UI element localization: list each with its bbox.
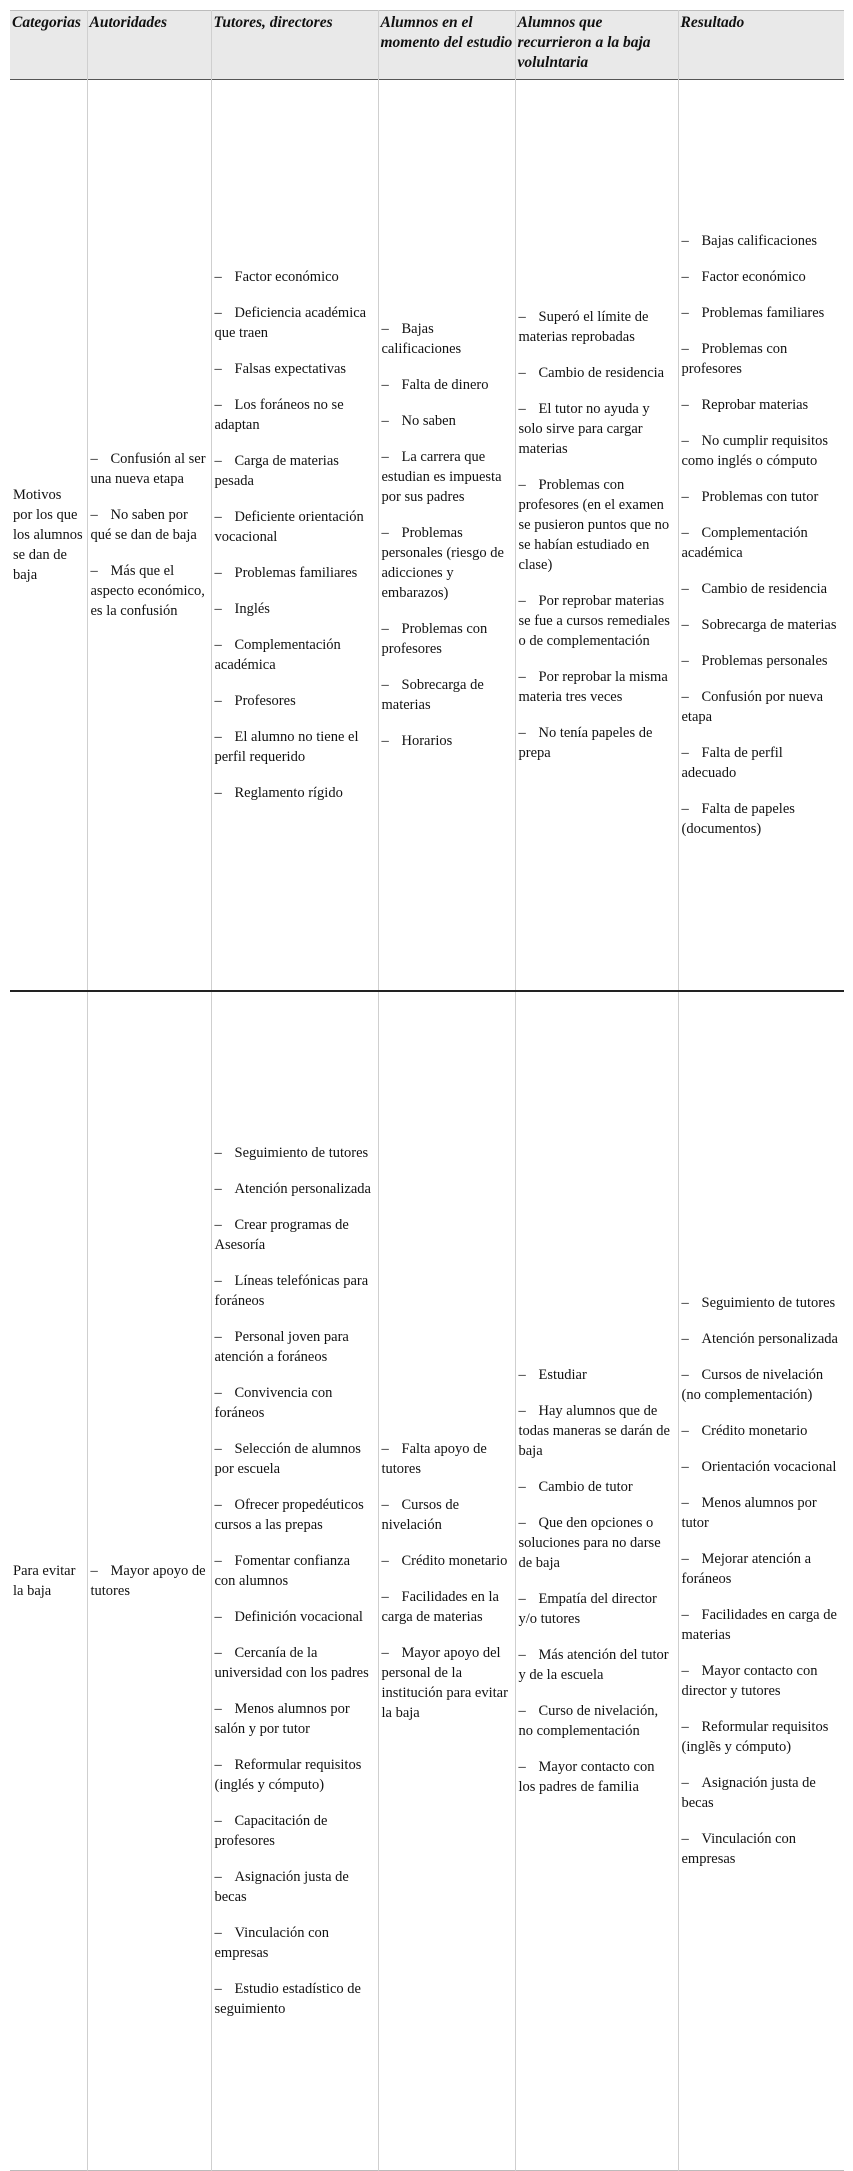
list-item: – Más atención del tutor y de la escuela	[519, 1645, 675, 1685]
list-item: – Profesores	[215, 691, 375, 711]
alumnos-estudio-cell	[378, 80, 515, 991]
list-item: – Vinculación con empresas	[215, 1923, 375, 1963]
resultado-cell	[678, 991, 844, 2171]
header-row	[10, 11, 844, 80]
list-item: – Ofrecer propedéuticos cursos a las prepas	[215, 1495, 375, 1535]
category-cell: Motivos por los que los alumnos se dan de baja	[13, 486, 83, 583]
bullet-list	[215, 1143, 375, 2019]
bullet-list	[91, 449, 208, 621]
list-item: – Seguimiento de tutores	[682, 1293, 842, 1313]
list-item: – Empatía del director y/o tutores	[519, 1589, 675, 1629]
list-item: – Crédito monetario	[382, 1551, 512, 1571]
header-alumnos-baja: Alumnos que recurrieron a la baja volulntaria	[515, 11, 678, 80]
list-item: – Fomentar confianza con alumnos	[215, 1551, 375, 1591]
list-item: – Menos alumnos por tutor	[682, 1493, 842, 1533]
bullet-list	[682, 231, 842, 839]
list-item: – Mejorar atención a foráneos	[682, 1549, 842, 1589]
list-item: – Crear programas de Asesoría	[215, 1215, 375, 1255]
list-item: – El tutor no ayuda y solo sirve para cargar materias	[519, 399, 675, 459]
list-item: – Selección de alumnos por escuela	[215, 1439, 375, 1479]
header-alumnos-estudio: Alumnos en el momento del estudio	[378, 11, 515, 80]
list-item: – Más que el aspecto económico, es la confusión	[91, 561, 208, 621]
list-item: – Deficiencia académica que traen	[215, 303, 375, 343]
header-autoridades: Autoridades	[87, 11, 211, 80]
bullet-list	[382, 1439, 512, 1723]
alumnos-baja-cell	[515, 991, 678, 2171]
list-item: – Capacitación de profesores	[215, 1811, 375, 1851]
list-item: – Atención personalizada	[215, 1179, 375, 1199]
list-item: – Atención personalizada	[682, 1329, 842, 1349]
tutores-cell	[211, 991, 378, 2171]
tutores-cell	[211, 80, 378, 991]
list-item: – Mayor apoyo de tutores	[91, 1561, 208, 1601]
list-item: – Problemas con profesores (en el examen se pusieron puntos que no se habían estudiado en clase)	[519, 475, 675, 575]
list-item: – Curso de nivelación, no complementación	[519, 1701, 675, 1741]
list-item: – Carga de materias pesada	[215, 451, 375, 491]
header-tutores: Tutores, directores	[211, 11, 378, 80]
list-item: – Por reprobar la misma materia tres veces	[519, 667, 675, 707]
list-item: – Falta de perfil adecuado	[682, 743, 842, 783]
list-item: – Cambio de residencia	[682, 579, 842, 599]
list-item: – Reformular requisitos (inglẽs y cómputo)	[682, 1717, 842, 1757]
bullet-list	[91, 1561, 208, 1601]
list-item: – Factor económico	[682, 267, 842, 287]
list-item: – Falta de papeles (documentos)	[682, 799, 842, 839]
bullet-list	[215, 267, 375, 803]
bullet-list	[682, 1293, 842, 1869]
list-item: – Hay alumnos que de todas maneras se darán de baja	[519, 1401, 675, 1461]
list-item: – Facilidades en la carga de materias	[382, 1587, 512, 1627]
list-item: – Crédito monetario	[682, 1421, 842, 1441]
resultado-cell	[678, 80, 844, 991]
bullet-list	[382, 319, 512, 751]
list-item: – Confusión por nueva etapa	[682, 687, 842, 727]
list-item: – Problemas con tutor	[682, 487, 842, 507]
list-item: – El alumno no tiene el perfil requerido	[215, 727, 375, 767]
list-item: – Problemas con profesores	[682, 339, 842, 379]
list-item: – Por reprobar materias se fue a cursos remediales o de complementación	[519, 591, 675, 651]
list-item: – No tenía papeles de prepa	[519, 723, 675, 763]
list-item: – Complementación académica	[215, 635, 375, 675]
list-item: – Inglés	[215, 599, 375, 619]
list-item: – Estudio estadístico de seguimiento	[215, 1979, 375, 2019]
list-item: – Personal joven para atención a foráneos	[215, 1327, 375, 1367]
list-item: – Seguimiento de tutores	[215, 1143, 375, 1163]
list-item: – Bajas calificaciones	[682, 231, 842, 251]
list-item: – No cumplir requisitos como inglés o cómputo	[682, 431, 842, 471]
list-item: – La carrera que estudian es impuesta por sus padres	[382, 447, 512, 507]
list-item: – Reformular requisitos (inglés y cómputo)	[215, 1755, 375, 1795]
list-item: – Reprobar materias	[682, 395, 842, 415]
table-row	[10, 991, 844, 2171]
list-item: – Falta de dinero	[382, 375, 512, 395]
list-item: – Horarios	[382, 731, 512, 751]
table-row	[10, 80, 844, 991]
category-cell: Para evitar la baja	[13, 1562, 76, 1599]
list-item: – Líneas telefónicas para foráneos	[215, 1271, 375, 1311]
list-item: – Sobrecarga de materias	[382, 675, 512, 715]
header-resultado: Resultado	[678, 11, 844, 80]
list-item: – Complementación académica	[682, 523, 842, 563]
list-item: – Superó el límite de materias reprobadas	[519, 307, 675, 347]
list-item: – No saben por qué se dan de baja	[91, 505, 208, 545]
list-item: – Que den opciones o soluciones para no darse de baja	[519, 1513, 675, 1573]
dropout-table	[10, 10, 844, 2171]
list-item: – Cursos de nivelación (no complementación)	[682, 1365, 842, 1405]
list-item: – Mayor contacto con los padres de familia	[519, 1757, 675, 1797]
list-item: – No saben	[382, 411, 512, 431]
list-item: – Bajas calificaciones	[382, 319, 512, 359]
alumnos-baja-cell	[515, 80, 678, 991]
alumnos-estudio-cell	[378, 991, 515, 2171]
list-item: – Mayor apoyo del personal de la institución para evitar la baja	[382, 1643, 512, 1723]
list-item: – Problemas familiares	[682, 303, 842, 323]
list-item: – Menos alumnos por salón y por tutor	[215, 1699, 375, 1739]
list-item: – Problemas personales	[682, 651, 842, 671]
autoridades-cell	[87, 80, 211, 991]
list-item: – Cercanía de la universidad con los padres	[215, 1643, 375, 1683]
bullet-list	[519, 307, 675, 763]
list-item: – Falsas expectativas	[215, 359, 375, 379]
list-item: – Cambio de residencia	[519, 363, 675, 383]
list-item: – Orientación vocacional	[682, 1457, 842, 1477]
list-item: – Problemas familiares	[215, 563, 375, 583]
autoridades-cell	[87, 991, 211, 2171]
list-item: – Factor económico	[215, 267, 375, 287]
list-item: – Mayor contacto con director y tutores	[682, 1661, 842, 1701]
list-item: – Cambio de tutor	[519, 1477, 675, 1497]
list-item: – Problemas con profesores	[382, 619, 512, 659]
list-item: – Confusión al ser una nueva etapa	[91, 449, 208, 489]
list-item: – Definición vocacional	[215, 1607, 375, 1627]
list-item: – Los foráneos no se adaptan	[215, 395, 375, 435]
list-item: – Estudiar	[519, 1365, 675, 1385]
list-item: – Vinculación con empresas	[682, 1829, 842, 1869]
list-item: – Falta apoyo de tutores	[382, 1439, 512, 1479]
list-item: – Cursos de nivelación	[382, 1495, 512, 1535]
list-item: – Deficiente orientación vocacional	[215, 507, 375, 547]
list-item: – Problemas personales (riesgo de adicciones y embarazos)	[382, 523, 512, 603]
list-item: – Facilidades en carga de materias	[682, 1605, 842, 1645]
header-categorias: Categorias	[10, 11, 87, 80]
list-item: – Sobrecarga de materias	[682, 615, 842, 635]
bullet-list	[519, 1365, 675, 1797]
list-item: – Convivencia con foráneos	[215, 1383, 375, 1423]
list-item: – Reglamento rígido	[215, 783, 375, 803]
list-item: – Asignación justa de becas	[215, 1867, 375, 1907]
list-item: – Asignación justa de becas	[682, 1773, 842, 1813]
